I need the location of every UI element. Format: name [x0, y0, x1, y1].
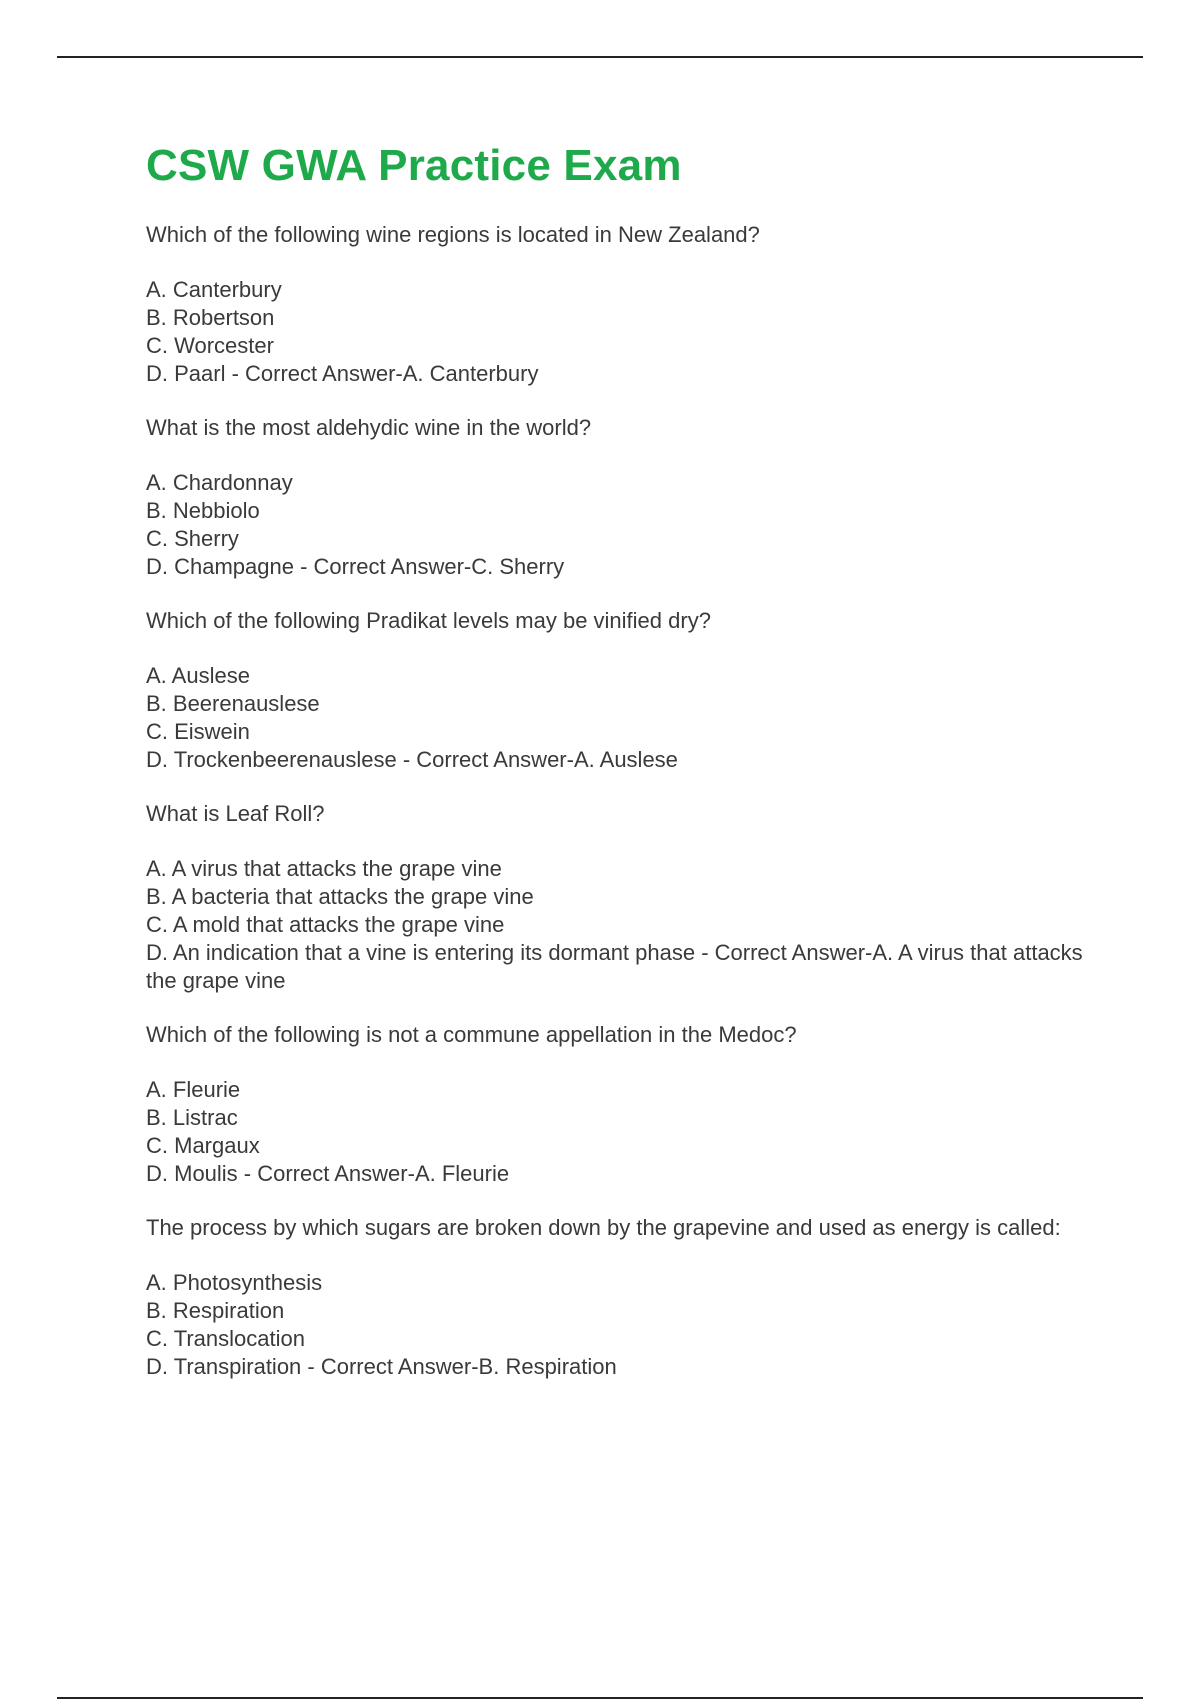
option-item: C. Margaux: [146, 1132, 260, 1158]
option-item: D. Moulis - Correct Answer-A. Fleurie: [146, 1160, 510, 1186]
option-item: C. Translocation: [146, 1325, 305, 1351]
question-text: What is the most aldehydic wine in the world?: [146, 414, 592, 440]
option-item: C. A mold that attacks the grape vine: [146, 911, 505, 937]
option-item: C. Eiswein: [146, 718, 250, 744]
option-item: D. Transpiration - Correct Answer-B. Respiration: [146, 1353, 617, 1379]
option-list: [146, 855, 1086, 995]
question-block: [146, 1021, 1086, 1188]
option-list: [146, 276, 1086, 388]
question-text: What is Leaf Roll?: [146, 800, 325, 826]
question-text: The process by which sugars are broken down by the grapevine and used as energy is called:: [146, 1214, 1061, 1240]
option-item: C. Worcester: [146, 332, 274, 358]
option-list: [146, 662, 1086, 774]
option-item: D. Trockenbeerenauslese - Correct Answer-A. Auslese: [146, 746, 678, 772]
option-item: A. Fleurie: [146, 1076, 241, 1102]
question-block: [146, 800, 1086, 995]
option-item: B. A bacteria that attacks the grape vine: [146, 883, 534, 909]
option-item: A. Chardonnay: [146, 469, 293, 495]
option-item: B. Robertson: [146, 304, 275, 330]
option-item: B. Respiration: [146, 1297, 285, 1323]
question-block: [146, 1214, 1086, 1381]
question-text: Which of the following Pradikat levels may be vinified dry?: [146, 607, 711, 633]
question-block: [146, 221, 1086, 388]
option-list: [146, 1076, 1086, 1188]
question-text: Which of the following wine regions is located in New Zealand?: [146, 221, 760, 247]
option-item: D. An indication that a vine is entering its dormant phase - Correct Answer-A. A virus that attacks the grape vine: [146, 939, 1083, 993]
document-body: [146, 140, 1086, 1381]
option-item: A. Auslese: [146, 662, 250, 688]
page-title: CSW GWA Practice Exam: [146, 141, 682, 190]
bottom-rule: [57, 1697, 1143, 1699]
option-item: B. Nebbiolo: [146, 497, 260, 523]
question-text: Which of the following is not a commune appellation in the Medoc?: [146, 1021, 797, 1047]
top-rule: [57, 56, 1143, 58]
question-block: [146, 607, 1086, 774]
option-item: B. Listrac: [146, 1104, 238, 1130]
option-list: [146, 469, 1086, 581]
option-item: A. A virus that attacks the grape vine: [146, 855, 502, 881]
question-block: [146, 414, 1086, 581]
option-item: D. Champagne - Correct Answer-C. Sherry: [146, 553, 565, 579]
option-list: [146, 1269, 1086, 1381]
option-item: A. Canterbury: [146, 276, 282, 302]
option-item: B. Beerenauslese: [146, 690, 320, 716]
option-item: D. Paarl - Correct Answer-A. Canterbury: [146, 360, 539, 386]
option-item: A. Photosynthesis: [146, 1269, 323, 1295]
option-item: C. Sherry: [146, 525, 239, 551]
